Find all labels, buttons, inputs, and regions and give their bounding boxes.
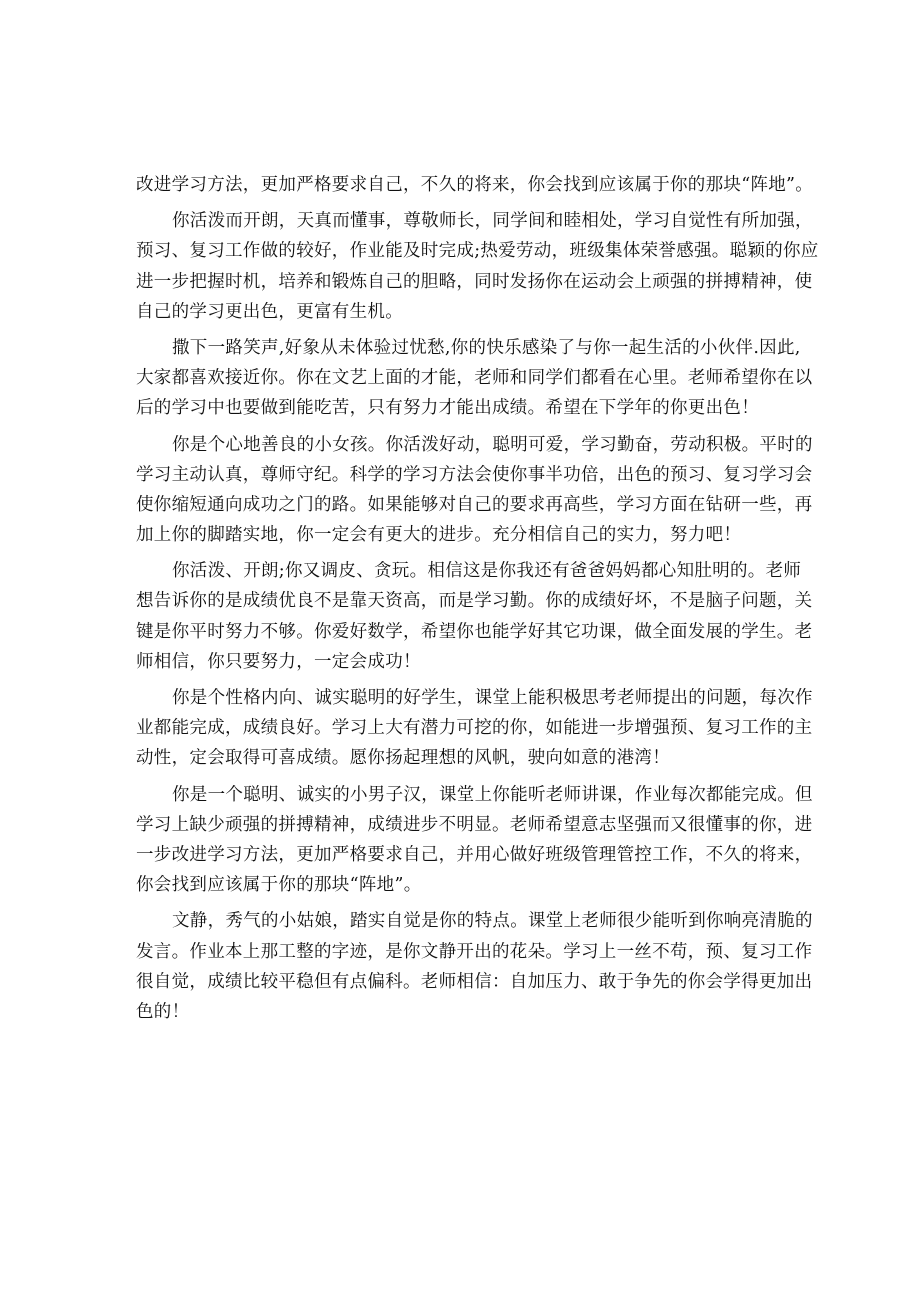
paragraph <box>136 780 813 901</box>
paragraph <box>136 683 813 774</box>
paragraph-line: 色的！ <box>136 1001 190 1022</box>
paragraph-line: 自己的学习更出色，更富有生机。 <box>136 301 403 322</box>
paragraph-line: 你是个心地善良的小女孩。你活泼好动，聪明可爱，学习勤奋，劳动积极。平时的 <box>172 434 813 455</box>
paragraph-line: 学习主动认真，尊师守纪。科学的学习方法会使你事半功倍，出色的预习、复习学习会 <box>136 464 813 485</box>
paragraph-line: 改进学习方法，更加严格要求自己，不久的将来，你会找到应该属于你的那块“阵地”。 <box>136 175 814 195</box>
paragraph-line: 你活泼、开朗;你又调皮、贪玩。相信这是你我还有爸爸妈妈都心知肚明的。老师 <box>172 561 802 582</box>
paragraph-line: 很自觉，成绩比较平稳但有点偏科。老师相信：自加压力、敢于争先的你会学得更加出 <box>136 971 813 992</box>
paragraph-line: 业都能完成，成绩良好。学习上大有潜力可挖的你，如能进一步增强预、复习工作的主 <box>136 718 813 739</box>
paragraph-line: 使你缩短通向成功之门的路。如果能够对自己的要求再高些，学习方面在钻研一些，再 <box>136 494 813 515</box>
document-body <box>136 170 819 1027</box>
paragraph-line: 文静，秀气的小姑娘，踏实自觉是你的特点。课堂上老师很少能听到你响亮清脆的 <box>172 911 813 932</box>
paragraph <box>136 906 813 1027</box>
paragraph-line: 师相信，你只要努力，一定会成功！ <box>136 651 421 672</box>
paragraph-line: 大家都喜欢接近你。你在文艺上面的才能，老师和同学们都看在心里。老师希望你在以 <box>136 368 813 389</box>
paragraph-line: 加上你的脚踏实地，你一定会有更大的进步。充分相信自己的实力，努力吧！ <box>136 525 742 546</box>
paragraph-line: 一步改进学习方法，更加严格要求自己，并用心做好班级管理管控工作，不久的将来， <box>136 844 813 865</box>
paragraph-line: 预习、复习工作做的较好，作业能及时完成;热爱劳动，班级集体荣誉感强。聪颖的你应 <box>136 241 819 262</box>
paragraph-line: 进一步把握时机，培养和锻炼自己的胆略，同时发扬你在运动会上顽强的拼搏精神，使 <box>136 271 813 292</box>
paragraph-line: 想告诉你的是成绩优良不是靠天资高，而是学习勤。你的成绩好坏，不是脑子问题，关 <box>136 591 813 612</box>
paragraph-line: 学习上缺少顽强的拼搏精神，成绩进步不明显。老师希望意志坚强而又很懂事的你，进 <box>136 814 813 835</box>
paragraph-line: 你是个性格内向、诚实聪明的好学生，课堂上能积极思考老师提出的问题，每次作 <box>172 688 813 708</box>
paragraph-line: 撒下一路笑声,好象从未体验过忧愁,你的快乐感染了与你一起生活的小伙伴.因此, <box>172 337 801 358</box>
paragraph <box>136 333 813 424</box>
paragraph-line: 键是你平时努力不够。你爱好数学，希望你也能学好其它功课，做全面发展的学生。老 <box>136 621 813 642</box>
paragraph <box>136 430 813 551</box>
paragraph-line: 后的学习中也要做到能吃苦，只有努力才能出成绩。希望在下学年的你更出色！ <box>136 398 759 419</box>
paragraph-line: 发言。作业本上那工整的字迹，是你文静开出的花朵。学习上一丝不苟，预、复习工作 <box>136 941 813 962</box>
paragraph-line: 你会找到应该属于你的那块“阵地”。 <box>136 875 422 896</box>
paragraph-line: 动性，定会取得可喜成绩。愿你扬起理想的风帆，驶向如意的港湾！ <box>136 748 670 769</box>
paragraph <box>136 170 814 200</box>
paragraph <box>136 556 813 677</box>
paragraph <box>136 206 819 327</box>
paragraph-line: 你活泼而开朗，天真而懂事，尊敬师长，同学间和睦相处，学习自觉性有所加强， <box>172 211 813 232</box>
paragraph-line: 你是一个聪明、诚实的小男子汉，课堂上你能听老师讲课，作业每次都能完成。但 <box>172 784 813 805</box>
